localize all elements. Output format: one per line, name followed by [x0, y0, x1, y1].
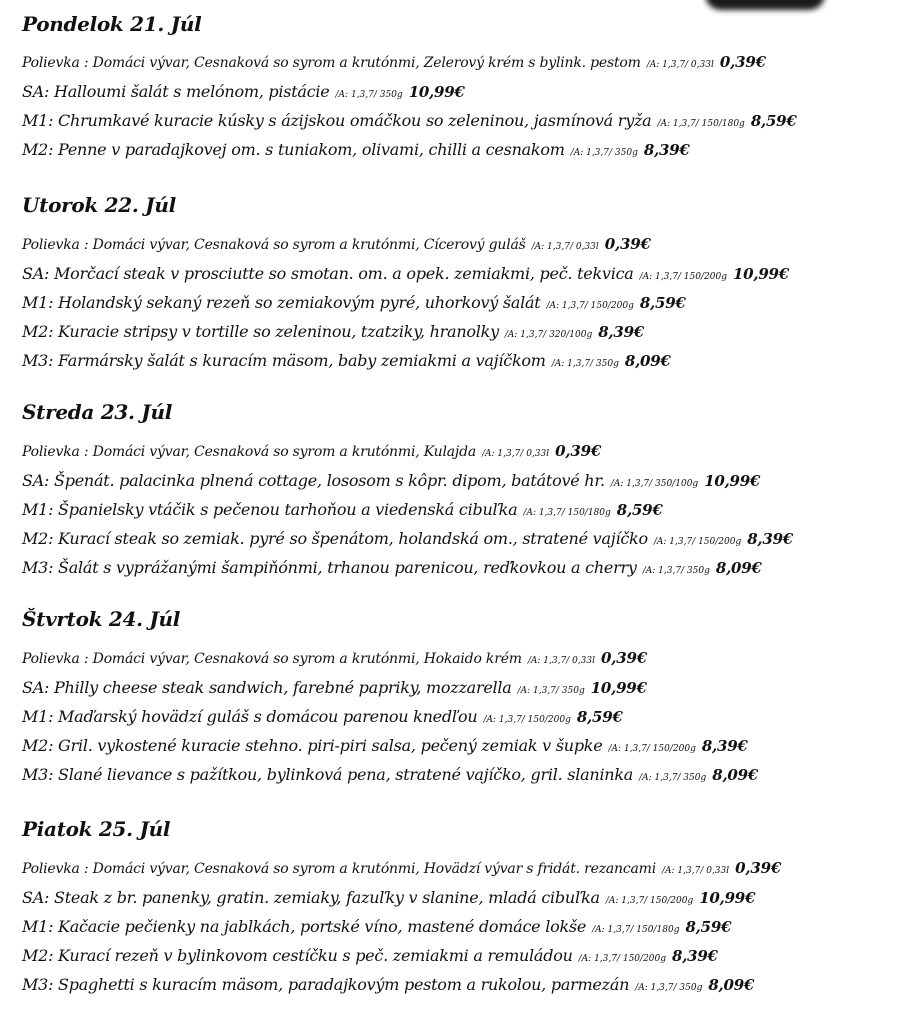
price: 8,09€ [715, 559, 762, 577]
allergen-info: /A: 1,3,7/ 320/100g [504, 330, 593, 340]
price: 0,39€ [719, 53, 766, 71]
price: 0,39€ [604, 235, 651, 253]
menu-item-row [22, 77, 892, 106]
menu-item-row [22, 135, 892, 164]
menu-item-text: M2: Penne v paradajkovej om. s tuniakom, olivami, chilli a cesnakom [22, 140, 565, 159]
price: 10,99€ [732, 265, 789, 283]
menu-item-row [22, 941, 892, 970]
allergen-info: /A: 1,3,7/ 150/180g [657, 119, 745, 129]
price: 10,99€ [704, 472, 761, 490]
price: 0,39€ [601, 649, 647, 667]
menu-item-text: M2: Gril. vykostené kuracie stehno. piri-piri salsa, pečený zemiak v šupke [22, 736, 603, 755]
menu-item-row [22, 288, 892, 317]
allergen-info: /A: 1,3,7/ 150/180g [523, 508, 611, 518]
allergen-info: /A: 1,3,7/ 150/200g [546, 301, 634, 311]
allergen-info: /A: 1,3,7/ 350g [517, 686, 585, 696]
menu-item-text: SA: Philly cheese steak sandwich, farebné papriky, mozzarella [22, 678, 512, 697]
menu-item-row [22, 466, 892, 495]
day-section [22, 604, 892, 789]
allergen-info: /A: 1,3,7/ 150/200g [483, 715, 571, 725]
menu-item-row [22, 970, 892, 999]
menu-item-row [22, 437, 892, 466]
menu-item-text: M1: Maďarský hovädzí guláš s domácou parenou knedľou [22, 707, 478, 726]
price: 8,59€ [750, 112, 797, 130]
menu-item-row [22, 731, 892, 760]
allergen-info: /A: 1,3,7/ 350g [635, 983, 703, 993]
menu-item-row [22, 495, 892, 524]
allergen-info: /A: 1,3,7/ 350g [642, 566, 710, 576]
day-title: Štvrtok 24. Júl [22, 607, 181, 631]
price: 8,39€ [598, 323, 644, 341]
menu-item-text: M1: Španielsky vtáčik s pečenou tarhoňou a viedenská cibuľka [22, 500, 518, 519]
day-section [22, 190, 892, 375]
allergen-info: /A: 1,3,7/ 150/200g [608, 744, 696, 754]
price: 8,59€ [639, 294, 686, 312]
menu-item-row [22, 106, 892, 135]
day-title: Pondelok 21. Júl [22, 12, 202, 36]
menu-item-text: Polievka : Domáci vývar, Cesnaková so syrom a krutónmi, Hokaido krém [22, 651, 522, 667]
menu-item-row [22, 883, 892, 912]
allergen-info: /A: 1,3,7/ 0,33l [481, 449, 550, 459]
allergen-info: /A: 1,3,7/ 0,33l [646, 60, 714, 70]
price: 8,09€ [624, 352, 671, 370]
price: 10,99€ [699, 889, 756, 907]
price: 8,59€ [616, 501, 663, 519]
allergen-info: /A: 1,3,7/ 150/200g [653, 537, 742, 547]
price: 0,39€ [735, 859, 782, 877]
price: 10,99€ [408, 83, 465, 101]
menu-item-text: SA: Halloumi šalát s melónom, pistácie [22, 82, 330, 101]
menu-item-text: M3: Slané lievance s pažítkou, bylinková pena, stratené vajíčko, gril. slaninka [22, 765, 634, 784]
menu-item-text: M2: Kurací steak so zemiak. pyré so špenátom, holandská om., stratené vajíčko [22, 529, 648, 548]
allergen-info: /A: 1,3,7/ 350g [335, 90, 403, 100]
day-title: Utorok 22. Júl [22, 193, 176, 217]
allergen-info: /A: 1,3,7/ 350g [551, 359, 619, 369]
menu-item-text: M1: Holandský sekaný rezeň so zemiakovým pyré, uhorkový šalát [22, 293, 541, 312]
price: 0,39€ [555, 442, 602, 460]
menu-item-row [22, 553, 892, 582]
menu-item-text: Polievka : Domáci vývar, Cesnaková so syrom a krutónmi, Kulajda [22, 444, 476, 460]
menu-item-row [22, 673, 892, 702]
menu-item-row [22, 702, 892, 731]
price: 8,09€ [708, 976, 755, 994]
allergen-info: /A: 1,3,7/ 0,33l [662, 866, 730, 876]
menu-item-text: SA: Morčací steak v prosciutte so smotan. om. a opek. zemiakmi, peč. tekvica [22, 264, 634, 283]
menu-item-text: M2: Kuracie stripsy v tortille so zeleninou, tzatziky, hranolky [22, 322, 499, 341]
allergen-info: /A: 1,3,7/ 150/200g [639, 272, 727, 282]
allergen-info: /A: 1,3,7/ 0,33l [527, 656, 595, 666]
price: 8,39€ [643, 141, 690, 159]
menu-item-row [22, 524, 892, 553]
menu-item-row [22, 912, 892, 941]
price: 8,39€ [701, 737, 748, 755]
price: 8,59€ [576, 708, 623, 726]
menu-item-row [22, 644, 892, 673]
menu-item-text: Polievka : Domáci vývar, Cesnaková so syrom a krutónmi, Zelerový krém s bylink. pestom [22, 55, 641, 71]
menu-item-text: Polievka : Domáci vývar, Cesnaková so syrom a krutónmi, Cícerový guláš [22, 237, 526, 253]
menu-item-row [22, 48, 892, 77]
allergen-info: /A: 1,3,7/ 0,33l [531, 242, 599, 252]
menu-item-row [22, 230, 892, 259]
day-title: Streda 23. Júl [22, 400, 173, 424]
menu-item-text: SA: Steak z br. panenky, gratin. zemiaky, fazuľky v slanine, mladá cibuľka [22, 888, 600, 907]
menu-item-row [22, 854, 892, 883]
allergen-info: /A: 1,3,7/ 350g [570, 148, 638, 158]
price: 10,99€ [590, 679, 647, 697]
day-section [22, 814, 892, 999]
day-title: Piatok 25. Júl [22, 817, 171, 841]
price: 8,39€ [747, 530, 793, 548]
menu-item-text: M2: Kurací rezeň v bylinkovom cestíčku s peč. zemiakmi a remuládou [22, 946, 573, 965]
menu-item-row [22, 346, 892, 375]
menu-item-text: M3: Spaghetti s kuracím mäsom, paradajkovým pestom a rukolou, parmezán [22, 975, 630, 994]
menu-item-row [22, 760, 892, 789]
menu-item-text: SA: Špenát. palacinka plnená cottage, lososom s kôpr. dipom, batátové hr. [22, 471, 605, 490]
allergen-info: /A: 1,3,7/ 150/180g [592, 925, 680, 935]
menu-item-row [22, 317, 892, 346]
menu-item-text: M1: Chrumkavé kuracie kúsky s ázijskou omáčkou so zeleninou, jasmínová ryža [22, 111, 652, 130]
menu-item-text: M3: Farmársky šalát s kuracím mäsom, baby zemiakmi a vajíčkom [22, 351, 546, 370]
allergen-info: /A: 1,3,7/ 350/100g [610, 479, 699, 489]
price: 8,39€ [672, 947, 718, 965]
price: 8,59€ [685, 918, 732, 936]
menu-item-row [22, 259, 892, 288]
allergen-info: /A: 1,3,7/ 150/200g [578, 954, 667, 964]
menu-item-text: Polievka : Domáci vývar, Cesnaková so syrom a krutónmi, Hovädzí vývar s fridát. rezancami [22, 861, 656, 877]
day-section [22, 9, 892, 164]
menu-item-text: M1: Kačacie pečienky na jablkách, portské víno, mastené domáce lokše [22, 917, 587, 936]
allergen-info: /A: 1,3,7/ 150/200g [605, 896, 694, 906]
day-section [22, 397, 892, 582]
allergen-info: /A: 1,3,7/ 350g [639, 773, 707, 783]
menu-item-text: M3: Šalát s vyprážanými šampiňónmi, trhanou parenicou, reďkovkou a cherry [22, 558, 637, 577]
price: 8,09€ [712, 766, 758, 784]
